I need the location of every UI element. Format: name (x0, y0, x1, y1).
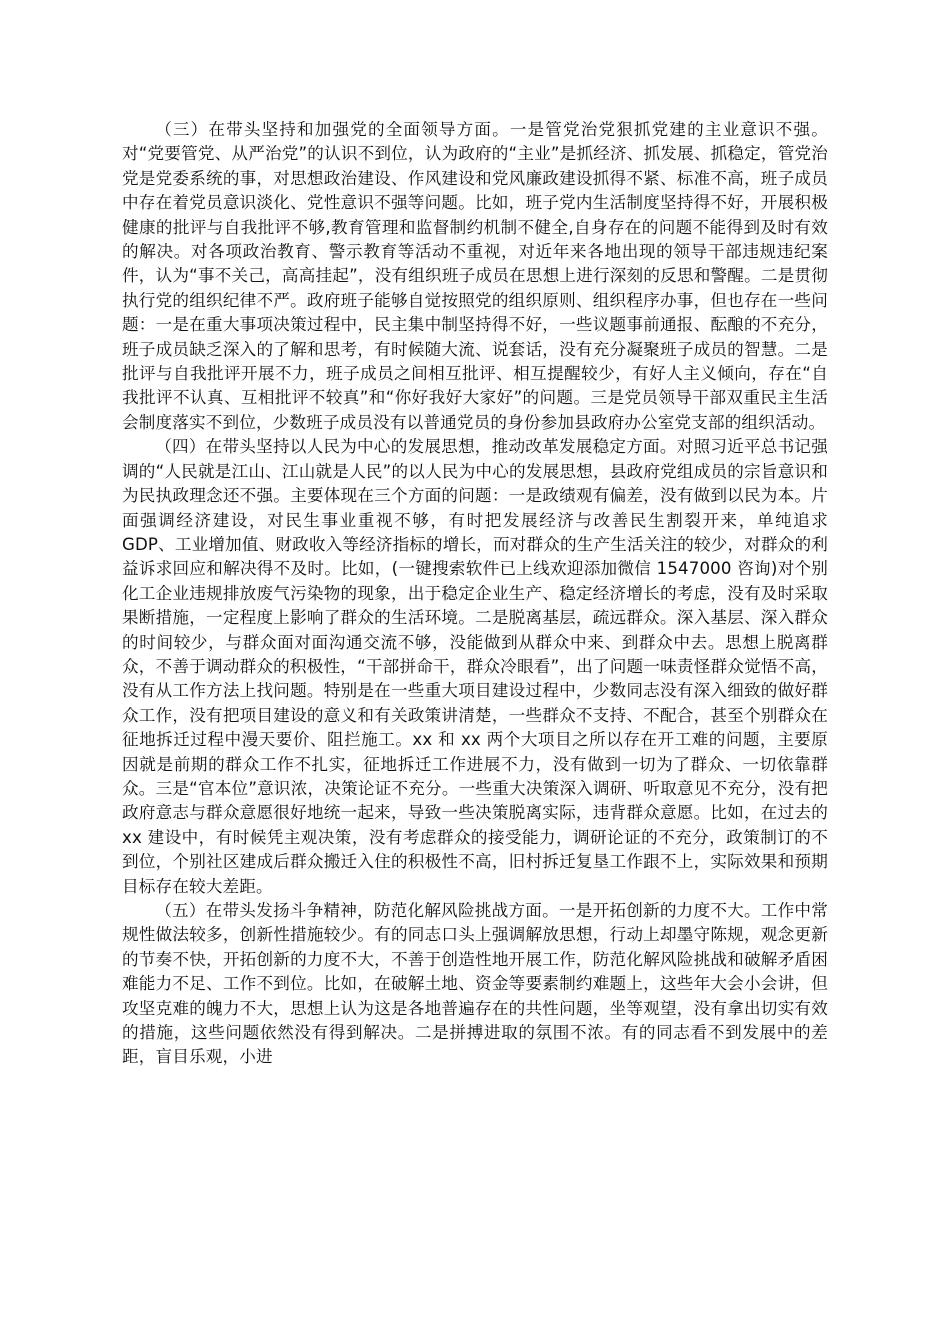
paragraph-section-4: （四）在带头坚持以人民为中心的发展思想，推动改革发展稳定方面。对照习近平总书记强调的“人民就是江山、江山就是人民”的以人民为中心的发展思想，县政府党组成员的宗旨意识和为民执政理念还不强。主要体现在三个方面的问题：一是政绩观有偏差，没有做到以民为本。片面强调经济建设，对民生事业重视不够，有时把发展经济与改善民生割裂开来，单纯追求 GDP、工业增加值、财政收入等经济指标的增长，而对群众的生产生活关注的较少，对群众的利益诉求回应和解决得不及时。比如，(一键搜索软件已上线欢迎添加微信 1547000 咨询)对个别化工企业违规排放废气污染物的现象，出于稳定企业生产、稳定经济增长的考虑，没有及时采取果断措施，一定程度上影响了群众的生活环境。二是脱离基层，疏远群众。深入基层、深入群众的时间较少，与群众面对面沟通交流不够，没能做到从群众中来、到群众中去。思想上脱离群众，不善于调动群众的积极性，“干部拼命干，群众冷眼看”，出了问题一味责怪群众觉悟不高，没有从工作方法上找问题。特别是在一些重大项目建设过程中，少数同志没有深入细致的做好群众工作，没有把项目建设的意义和有关政策讲清楚，一些群众不支持、不配合，甚至个别群众在征地拆迁过程中漫天要价、阻拦施工。xx 和 xx 两个大项目之所以存在开工难的问题，主要原因就是前期的群众工作不扎实，征地拆迁工作进展不力，没有做到一切为了群众、一切依靠群众。三是“官本位”意识浓，决策论证不充分。一些重大决策深入调研、听取意见不充分，没有把政府意志与群众意愿很好地统一起来，导致一些决策脱离实际，违背群众意愿。比如，在过去的 xx 建设中，有时候凭主观决策，没有考虑群众的接受能力，调研论证的不充分，政策制订的不到位，个别社区建成后群众搬迁入住的积极性不高，旧村拆迁复垦工作跟不上，实际效果和预期目标存在较大差距。 (122, 437, 828, 896)
paragraph-section-5: （五）在带头发扬斗争精神，防范化解风险挑战方面。一是开拓创新的力度不大。工作中常规性做法较多，创新性措施较少。有的同志口头上强调解放思想，行动上却墨守陈规，观念更新的节奏不快，开拓创新的力度不大，不善于创造性地开展工作，防范化解风险挑战和破解矛盾困难能力不足、工作不到位。比如，在破解土地、资金等要素制约难题上，这些年大会小会讲，但攻坚克难的魄力不大，思想上认为这是各地普遍存在的共性问题，坐等观望，没有拿出切实有效的措施，这些问题依然没有得到解决。二是拼搏进取的氛围不浓。有的同志看不到发展中的差距，盲目乐观，小进 (122, 901, 828, 1067)
document-body (122, 118, 828, 1070)
paragraph-section-3: （三）在带头坚持和加强党的全面领导方面。一是管党治党狠抓党建的主业意识不强。对“党要管党、从严治党”的认识不到位，认为政府的“主业”是抓经济、抓发展、抓稳定，管党治党是党委系统的事，对思想政治建设、作风建设和党风廉政建设抓得不紧、标准不高，班子成员中存在着党员意识淡化、党性意识不强等问题。比如，班子党内生活制度坚持得不好，开展积极健康的批评与自我批评不够,教育管理和监督制约机制不健全,自身存在的问题不能得到及时有效的解决。对各项政治教育、警示教育等活动不重视，对近年来各地出现的领导干部违规违纪案件，认为“事不关己，高高挂起”，没有组织班子成员在思想上进行深刻的反思和警醒。二是贯彻执行党的组织纪律不严。政府班子能够自觉按照党的组织原则、组织程序办事，但也存在一些问题：一是在重大事项决策过程中，民主集中制坚持得不好，一些议题事前通报、酝酿的不充分，班子成员缺乏深入的了解和思考，有时候随大流、说套话，没有充分凝聚班子成员的智慧。二是批评与自我批评开展不力，班子成员之间相互批评、相互提醒较少，有好人主义倾向，存在“自我批评不认真、互相批评不较真”和“你好我好大家好”的问题。三是党员领导干部双重民主生活会制度落实不到位，少数班子成员没有以普通党员的身份参加县政府办公室党支部的组织活动。 (122, 120, 828, 432)
